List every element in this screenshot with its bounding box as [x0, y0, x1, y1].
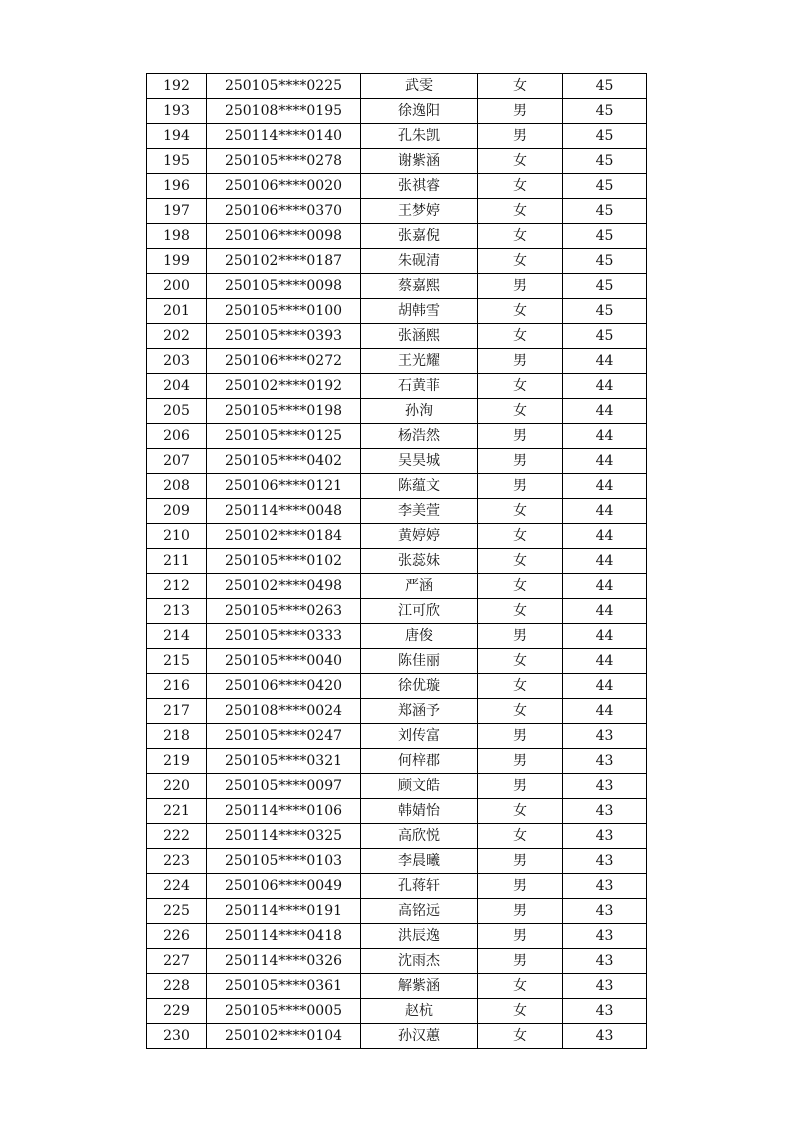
table-row [147, 799, 647, 824]
gender-cell: 女 [478, 374, 563, 399]
id-number-cell: 250105****0361 [207, 974, 361, 999]
roster-table-body [147, 74, 647, 1049]
table-row [147, 949, 647, 974]
table-row [147, 449, 647, 474]
score-cell: 43 [563, 749, 647, 774]
gender-cell: 女 [478, 824, 563, 849]
table-row [147, 174, 647, 199]
gender-cell: 男 [478, 924, 563, 949]
student-name-cell: 王梦婷 [361, 199, 478, 224]
id-number-cell: 250106****0121 [207, 474, 361, 499]
table-row [147, 499, 647, 524]
id-number-cell: 250114****0326 [207, 949, 361, 974]
score-cell: 43 [563, 724, 647, 749]
gender-cell: 女 [478, 574, 563, 599]
id-number-cell: 250102****0184 [207, 524, 361, 549]
score-cell: 45 [563, 199, 647, 224]
score-cell: 45 [563, 149, 647, 174]
score-cell: 44 [563, 374, 647, 399]
id-number-cell: 250105****0393 [207, 324, 361, 349]
gender-cell: 男 [478, 849, 563, 874]
id-number-cell: 250114****0106 [207, 799, 361, 824]
gender-cell: 男 [478, 899, 563, 924]
row-number-cell: 227 [147, 949, 207, 974]
student-name-cell: 陈蕴文 [361, 474, 478, 499]
gender-cell: 男 [478, 949, 563, 974]
student-name-cell: 杨浩然 [361, 424, 478, 449]
table-row [147, 874, 647, 899]
score-cell: 43 [563, 824, 647, 849]
table-row [147, 199, 647, 224]
student-name-cell: 解紫涵 [361, 974, 478, 999]
table-row [147, 824, 647, 849]
student-name-cell: 沈雨杰 [361, 949, 478, 974]
student-name-cell: 顾文皓 [361, 774, 478, 799]
gender-cell: 女 [478, 974, 563, 999]
row-number-cell: 213 [147, 599, 207, 624]
table-row [147, 899, 647, 924]
table-row [147, 774, 647, 799]
row-number-cell: 224 [147, 874, 207, 899]
row-number-cell: 211 [147, 549, 207, 574]
score-cell: 43 [563, 924, 647, 949]
table-row [147, 924, 647, 949]
student-name-cell: 徐优璇 [361, 674, 478, 699]
id-number-cell: 250105****0402 [207, 449, 361, 474]
id-number-cell: 250105****0040 [207, 649, 361, 674]
student-name-cell: 石黄菲 [361, 374, 478, 399]
score-cell: 44 [563, 549, 647, 574]
table-row [147, 424, 647, 449]
gender-cell: 女 [478, 699, 563, 724]
score-cell: 44 [563, 699, 647, 724]
student-name-cell: 郑涵予 [361, 699, 478, 724]
score-cell: 45 [563, 324, 647, 349]
score-cell: 43 [563, 849, 647, 874]
student-name-cell: 张嘉倪 [361, 224, 478, 249]
score-cell: 45 [563, 99, 647, 124]
row-number-cell: 220 [147, 774, 207, 799]
score-cell: 43 [563, 949, 647, 974]
student-name-cell: 李晨曦 [361, 849, 478, 874]
gender-cell: 女 [478, 1024, 563, 1049]
score-cell: 43 [563, 774, 647, 799]
row-number-cell: 203 [147, 349, 207, 374]
student-name-cell: 孙汉蕙 [361, 1024, 478, 1049]
score-cell: 43 [563, 874, 647, 899]
id-number-cell: 250106****0420 [207, 674, 361, 699]
row-number-cell: 217 [147, 699, 207, 724]
score-cell: 44 [563, 599, 647, 624]
row-number-cell: 196 [147, 174, 207, 199]
id-number-cell: 250105****0005 [207, 999, 361, 1024]
table-row [147, 749, 647, 774]
gender-cell: 男 [478, 124, 563, 149]
roster-table [146, 73, 647, 1049]
gender-cell: 男 [478, 774, 563, 799]
score-cell: 45 [563, 74, 647, 99]
score-cell: 44 [563, 499, 647, 524]
score-cell: 44 [563, 574, 647, 599]
gender-cell: 女 [478, 399, 563, 424]
row-number-cell: 212 [147, 574, 207, 599]
table-row [147, 974, 647, 999]
score-cell: 44 [563, 674, 647, 699]
student-name-cell: 徐逸阳 [361, 99, 478, 124]
score-cell: 44 [563, 649, 647, 674]
score-cell: 43 [563, 999, 647, 1024]
id-number-cell: 250105****0100 [207, 299, 361, 324]
id-number-cell: 250102****0187 [207, 249, 361, 274]
student-name-cell: 张祺睿 [361, 174, 478, 199]
id-number-cell: 250114****0140 [207, 124, 361, 149]
id-number-cell: 250102****0498 [207, 574, 361, 599]
gender-cell: 女 [478, 174, 563, 199]
table-row [147, 124, 647, 149]
table-row [147, 399, 647, 424]
row-number-cell: 202 [147, 324, 207, 349]
table-row [147, 524, 647, 549]
table-row [147, 149, 647, 174]
gender-cell: 女 [478, 674, 563, 699]
score-cell: 44 [563, 474, 647, 499]
row-number-cell: 228 [147, 974, 207, 999]
row-number-cell: 206 [147, 424, 207, 449]
score-cell: 45 [563, 249, 647, 274]
student-name-cell: 韩婧怡 [361, 799, 478, 824]
table-row [147, 324, 647, 349]
student-name-cell: 谢紫涵 [361, 149, 478, 174]
student-name-cell: 张蕊妹 [361, 549, 478, 574]
student-name-cell: 严涵 [361, 574, 478, 599]
gender-cell: 女 [478, 324, 563, 349]
id-number-cell: 250105****0247 [207, 724, 361, 749]
gender-cell: 女 [478, 249, 563, 274]
student-name-cell: 蔡嘉熙 [361, 274, 478, 299]
row-number-cell: 209 [147, 499, 207, 524]
table-row [147, 574, 647, 599]
row-number-cell: 208 [147, 474, 207, 499]
student-name-cell: 李美萱 [361, 499, 478, 524]
table-row [147, 249, 647, 274]
row-number-cell: 219 [147, 749, 207, 774]
id-number-cell: 250106****0370 [207, 199, 361, 224]
gender-cell: 男 [478, 624, 563, 649]
table-row [147, 474, 647, 499]
id-number-cell: 250106****0272 [207, 349, 361, 374]
id-number-cell: 250105****0198 [207, 399, 361, 424]
row-number-cell: 225 [147, 899, 207, 924]
id-number-cell: 250106****0049 [207, 874, 361, 899]
id-number-cell: 250105****0225 [207, 74, 361, 99]
student-name-cell: 陈佳丽 [361, 649, 478, 674]
row-number-cell: 207 [147, 449, 207, 474]
table-row [147, 299, 647, 324]
gender-cell: 男 [478, 424, 563, 449]
row-number-cell: 222 [147, 824, 207, 849]
row-number-cell: 200 [147, 274, 207, 299]
table-row [147, 1024, 647, 1049]
row-number-cell: 230 [147, 1024, 207, 1049]
gender-cell: 女 [478, 149, 563, 174]
table-row [147, 274, 647, 299]
table-row [147, 624, 647, 649]
id-number-cell: 250102****0192 [207, 374, 361, 399]
table-row [147, 849, 647, 874]
gender-cell: 女 [478, 649, 563, 674]
id-number-cell: 250105****0102 [207, 549, 361, 574]
id-number-cell: 250105****0103 [207, 849, 361, 874]
row-number-cell: 210 [147, 524, 207, 549]
row-number-cell: 229 [147, 999, 207, 1024]
table-row [147, 999, 647, 1024]
id-number-cell: 250105****0098 [207, 274, 361, 299]
row-number-cell: 201 [147, 299, 207, 324]
gender-cell: 女 [478, 549, 563, 574]
id-number-cell: 250102****0104 [207, 1024, 361, 1049]
row-number-cell: 204 [147, 374, 207, 399]
score-cell: 44 [563, 624, 647, 649]
gender-cell: 女 [478, 799, 563, 824]
row-number-cell: 193 [147, 99, 207, 124]
gender-cell: 女 [478, 499, 563, 524]
row-number-cell: 199 [147, 249, 207, 274]
gender-cell: 女 [478, 999, 563, 1024]
row-number-cell: 192 [147, 74, 207, 99]
score-cell: 43 [563, 799, 647, 824]
gender-cell: 男 [478, 274, 563, 299]
table-row [147, 649, 647, 674]
row-number-cell: 223 [147, 849, 207, 874]
row-number-cell: 218 [147, 724, 207, 749]
gender-cell: 男 [478, 749, 563, 774]
id-number-cell: 250114****0048 [207, 499, 361, 524]
student-name-cell: 高铭远 [361, 899, 478, 924]
score-cell: 44 [563, 349, 647, 374]
student-name-cell: 王光耀 [361, 349, 478, 374]
score-cell: 45 [563, 224, 647, 249]
student-name-cell: 吴昊城 [361, 449, 478, 474]
student-name-cell: 孔朱凯 [361, 124, 478, 149]
id-number-cell: 250106****0098 [207, 224, 361, 249]
row-number-cell: 205 [147, 399, 207, 424]
id-number-cell: 250108****0195 [207, 99, 361, 124]
gender-cell: 女 [478, 224, 563, 249]
student-name-cell: 胡韩雪 [361, 299, 478, 324]
gender-cell: 男 [478, 724, 563, 749]
table-row [147, 349, 647, 374]
gender-cell: 男 [478, 99, 563, 124]
score-cell: 44 [563, 399, 647, 424]
row-number-cell: 197 [147, 199, 207, 224]
table-row [147, 99, 647, 124]
student-name-cell: 江可欣 [361, 599, 478, 624]
student-name-cell: 高欣悦 [361, 824, 478, 849]
student-name-cell: 朱砚清 [361, 249, 478, 274]
student-name-cell: 孙洵 [361, 399, 478, 424]
id-number-cell: 250114****0191 [207, 899, 361, 924]
score-cell: 44 [563, 449, 647, 474]
table-row [147, 699, 647, 724]
id-number-cell: 250105****0321 [207, 749, 361, 774]
score-cell: 43 [563, 974, 647, 999]
score-cell: 43 [563, 899, 647, 924]
gender-cell: 女 [478, 299, 563, 324]
table-row [147, 724, 647, 749]
score-cell: 45 [563, 174, 647, 199]
row-number-cell: 198 [147, 224, 207, 249]
student-name-cell: 唐俊 [361, 624, 478, 649]
student-name-cell: 黄婷婷 [361, 524, 478, 549]
student-name-cell: 何梓郡 [361, 749, 478, 774]
student-name-cell: 赵杭 [361, 999, 478, 1024]
gender-cell: 男 [478, 474, 563, 499]
score-cell: 44 [563, 524, 647, 549]
id-number-cell: 250105****0278 [207, 149, 361, 174]
table-row [147, 374, 647, 399]
score-cell: 45 [563, 299, 647, 324]
gender-cell: 女 [478, 74, 563, 99]
table-row [147, 599, 647, 624]
table-row [147, 224, 647, 249]
score-cell: 43 [563, 1024, 647, 1049]
student-name-cell: 张涵熙 [361, 324, 478, 349]
row-number-cell: 215 [147, 649, 207, 674]
score-cell: 45 [563, 124, 647, 149]
gender-cell: 男 [478, 449, 563, 474]
row-number-cell: 216 [147, 674, 207, 699]
gender-cell: 男 [478, 874, 563, 899]
row-number-cell: 194 [147, 124, 207, 149]
gender-cell: 女 [478, 524, 563, 549]
table-row [147, 674, 647, 699]
id-number-cell: 250114****0325 [207, 824, 361, 849]
id-number-cell: 250105****0333 [207, 624, 361, 649]
table-row [147, 549, 647, 574]
id-number-cell: 250105****0125 [207, 424, 361, 449]
score-cell: 44 [563, 424, 647, 449]
row-number-cell: 221 [147, 799, 207, 824]
id-number-cell: 250108****0024 [207, 699, 361, 724]
row-number-cell: 195 [147, 149, 207, 174]
gender-cell: 女 [478, 199, 563, 224]
student-name-cell: 武雯 [361, 74, 478, 99]
id-number-cell: 250114****0418 [207, 924, 361, 949]
gender-cell: 男 [478, 349, 563, 374]
id-number-cell: 250106****0020 [207, 174, 361, 199]
gender-cell: 女 [478, 599, 563, 624]
id-number-cell: 250105****0263 [207, 599, 361, 624]
score-cell: 45 [563, 274, 647, 299]
student-name-cell: 孔蒋轩 [361, 874, 478, 899]
row-number-cell: 226 [147, 924, 207, 949]
student-name-cell: 刘传富 [361, 724, 478, 749]
id-number-cell: 250105****0097 [207, 774, 361, 799]
row-number-cell: 214 [147, 624, 207, 649]
table-row [147, 74, 647, 99]
student-name-cell: 洪辰逸 [361, 924, 478, 949]
